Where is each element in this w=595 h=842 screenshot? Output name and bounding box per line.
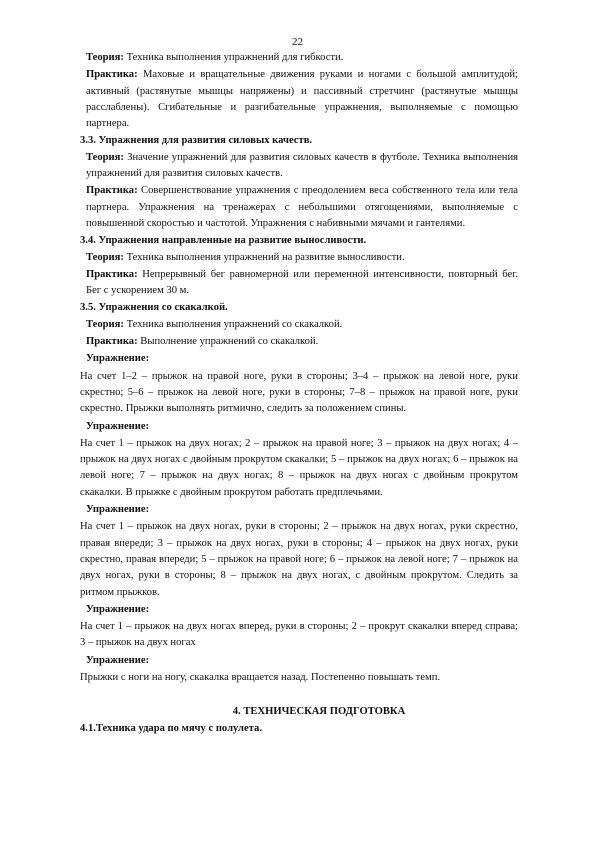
page-number: 22 [292,36,303,48]
subsection-title: 4.1.Техника удара по мячу с полулета. [80,722,262,734]
section-heading: 3.4. Упражнения направленные на развитие выносливости. [80,235,367,247]
practice-paragraph: Практика: Выполнение упражнений со скакалкой. [86,336,319,348]
practice-paragraph: Практика: Непрерывный бег равномерной или переменной интенсивности, повторный бег. Бег с ускорением 30 м. [86,268,518,297]
theory-paragraph: Теория: Техника выполнения упражнений на развитие выносливости. [86,251,405,263]
page-content [80,50,518,737]
section-heading: 3.3. Упражнения для развития силовых качеств. [80,135,313,147]
practice-paragraph: Практика: Совершенствование упражнения с преодолением веса собственного тела или тела партнера. Упражнения на тренажерах с небольшими отягощениями, выполняемые с повышенной скоростью и частотой. Упражнения с набивными мячами и гантелями. [86,185,518,229]
exercise-label: Упражнение: [86,504,150,516]
theory-paragraph: Теория: Техника выполнения упражнений со скакалкой. [86,318,343,330]
exercise-label: Упражнение: [86,603,150,615]
exercise-text: На счет 1 – прыжок на двух ногах, руки в стороны; 2 – прыжок на двух ногах, руки скрестно, правая впереди; 3 – прыжок на двух ногах, руки в стороны; 4 – прыжок на двух ногах, руки скрестно, правая впереди; 5 – прыжок на правой ноге; 6 – прыжок на левой ноге; 7 – прыжок на двух ногах, руки в стороны; 8 – прыжок на двух ногах, с двойным прокрутом. Следить за ритмом прыжков. [80,521,518,598]
chapter-title: 4. ТЕХНИЧЕСКАЯ ПОДГОТОВКА [232,706,406,718]
theory-paragraph: Теория: Значение упражнений для развития силовых качеств в футболе. Техника выполнения упражнений для развития силовых качеств. [86,151,518,180]
practice-paragraph: Практика: Маховые и вращательные движения руками и ногами с большой амплитудой; активный (растянутые мышцы напряжены) и пассивный стретчинг (растянутые мышцы расслаблены). Сгибательные и разгибательные упражнения, выполняемые с помощью партнера. [86,69,518,130]
theory-paragraph: Теория: Техника выполнения упражнений для гибкости. [86,52,344,63]
exercise-label: Упражнение: [86,353,150,365]
exercise-label: Упражнение: [86,420,150,432]
exercise-text: На счет 1 – прыжок на двух ногах; 2 – прыжок на правой ноге; 3 – прыжок на двух ногах; 4 – прыжок на двух ногах с двойным прокрутом скакалки; 5 – прыжок на двух ногах; 6 – прыжок на левой ноге; 7 – прыжок на двух ногах; 8 – прыжок на двух ногах с двойным прокрутом скакалки. В прыжке с двойным прокрутом работать предплечьями. [80,437,518,498]
exercise-text: Прыжки с ноги на ногу, скакалка вращается назад. Постепенно повышать темп. [80,671,441,683]
exercise-text: На счет 1–2 – прыжок на правой ноге, руки в стороны; 3–4 – прыжок на левой ноге, руки скрестно; 5–6 – прыжок на левой ноге, руки в стороны; 7–8 – прыжок на правой ноге, руки скрестно. Прыжки выполнять ритмично, следить за положением спины. [80,370,518,415]
exercise-label: Упражнение: [86,654,150,666]
section-heading: 3.5. Упражнения со скакалкой. [80,302,228,314]
exercise-text: На счет 1 – прыжок на двух ногах вперед, руки в стороны; 2 – прокрут скакалки вперед справа; 3 – прыжок на двух ногах [80,621,518,649]
